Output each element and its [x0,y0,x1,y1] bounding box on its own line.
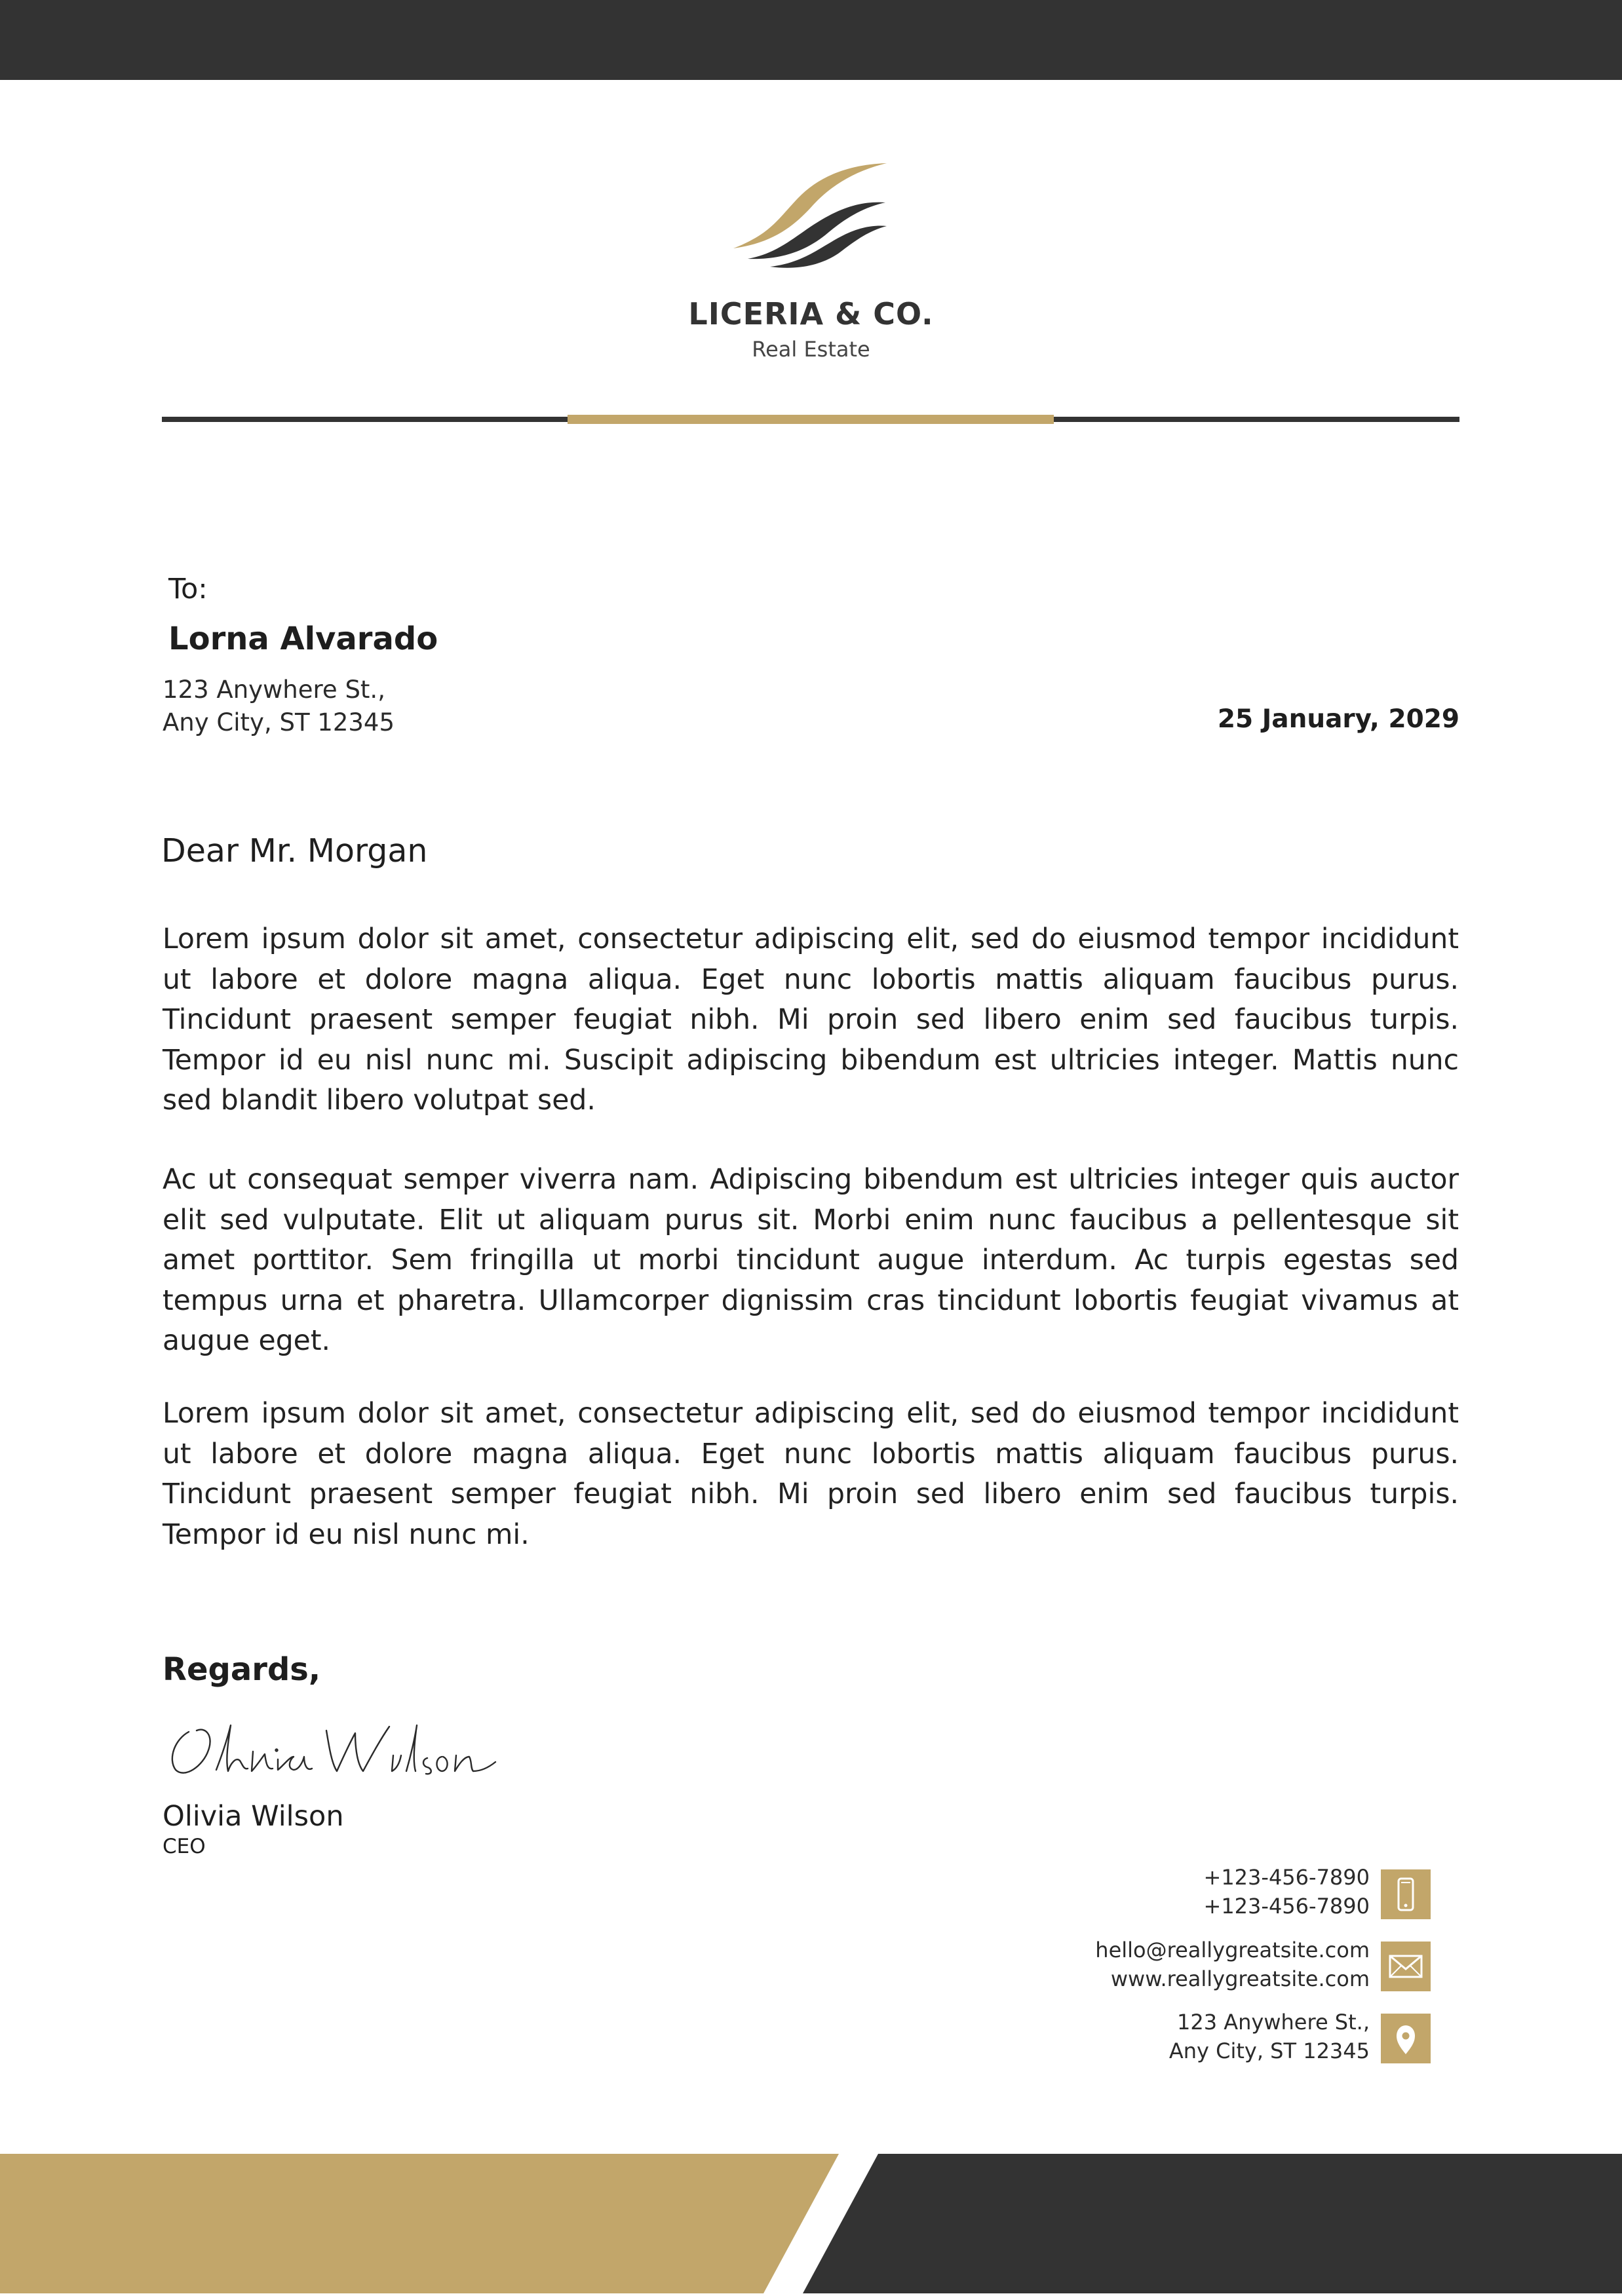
contact-address [1169,2008,1370,2065]
contact-address-line2: Any City, ST 12345 [1168,2038,1370,2063]
header-divider-accent [568,415,1054,424]
body-paragraph: Ac ut consequat semper viverra nam. Adipiscing bibendum est ultricies integer quis auctor elit sed vulputate. Elit ut aliquam purus sit. Morbi enim nunc faucibus a pellentesque sit amet porttitor. Sem fringilla ut morbi tincidunt augue interdum. Ac turpis egestas sed tempus urna et pharetra. Ullamcorper dignissim cras tincidunt lobortis feugiat vivamus at augue eget. [163,1164,1459,1357]
recipient-address-line1: 123 Anywhere St., [163,676,385,704]
handwritten-signature [163,1713,503,1786]
recipient-address [163,674,395,739]
contact-phone [1204,1863,1370,1921]
top-header-bar [0,0,1622,80]
contact-address-line1: 123 Anywhere St., [1176,2010,1370,2035]
company-name: LICERIA & CO. [688,296,934,332]
salutation: Dear Mr. Morgan [161,832,428,870]
company-logo-icon [731,161,888,272]
location-pin-icon [1381,2014,1431,2063]
body-paragraph: Lorem ipsum dolor sit amet, consectetur adipiscing elit, sed do eiusmod tempor incididunt ut labore et dolore magna aliqua. Eget nunc lobortis mattis aliquam faucibus purus. Tincidunt praesent semper feugiat nibh. Mi proin sed libero enim sed faucibus turpis. Tempor id eu nisl nunc mi. Suscipit adipiscing bibendum est ultricies integer. Mattis nunc sed blandit libero volutpat sed. [163,923,1459,1117]
footer-decoration [0,2154,1622,2293]
closing-regards: Regards, [163,1651,321,1688]
recipient-name: Lorna Alvarado [168,621,438,657]
body-paragraph: Lorem ipsum dolor sit amet, consectetur adipiscing elit, sed do eiusmod tempor incididunt ut labore et dolore magna aliqua. Eget nunc lobortis mattis aliquam faucibus purus. Tincidunt praesent semper feugiat nibh. Mi proin sed libero enim sed faucibus turpis. Tempor id eu nisl nunc mi. [163,1398,1459,1551]
company-tagline: Real Estate [752,337,870,362]
signer-name: Olivia Wilson [163,1800,344,1833]
signer-title: CEO [163,1835,206,1858]
letter-date: 25 January, 2029 [1217,704,1459,734]
contact-email[interactable]: hello@reallygreatsite.com [1095,1938,1370,1962]
contact-phone-1: +123-456-7890 [1203,1865,1370,1890]
contact-online [1095,1936,1370,1993]
phone-icon [1381,1869,1431,1919]
to-label: To: [168,573,208,605]
contact-phone-2: +123-456-7890 [1203,1894,1370,1919]
recipient-address-line2: Any City, ST 12345 [163,708,395,737]
mail-icon [1381,1942,1431,1991]
contact-website[interactable]: www.reallygreatsite.com [1110,1966,1370,1991]
